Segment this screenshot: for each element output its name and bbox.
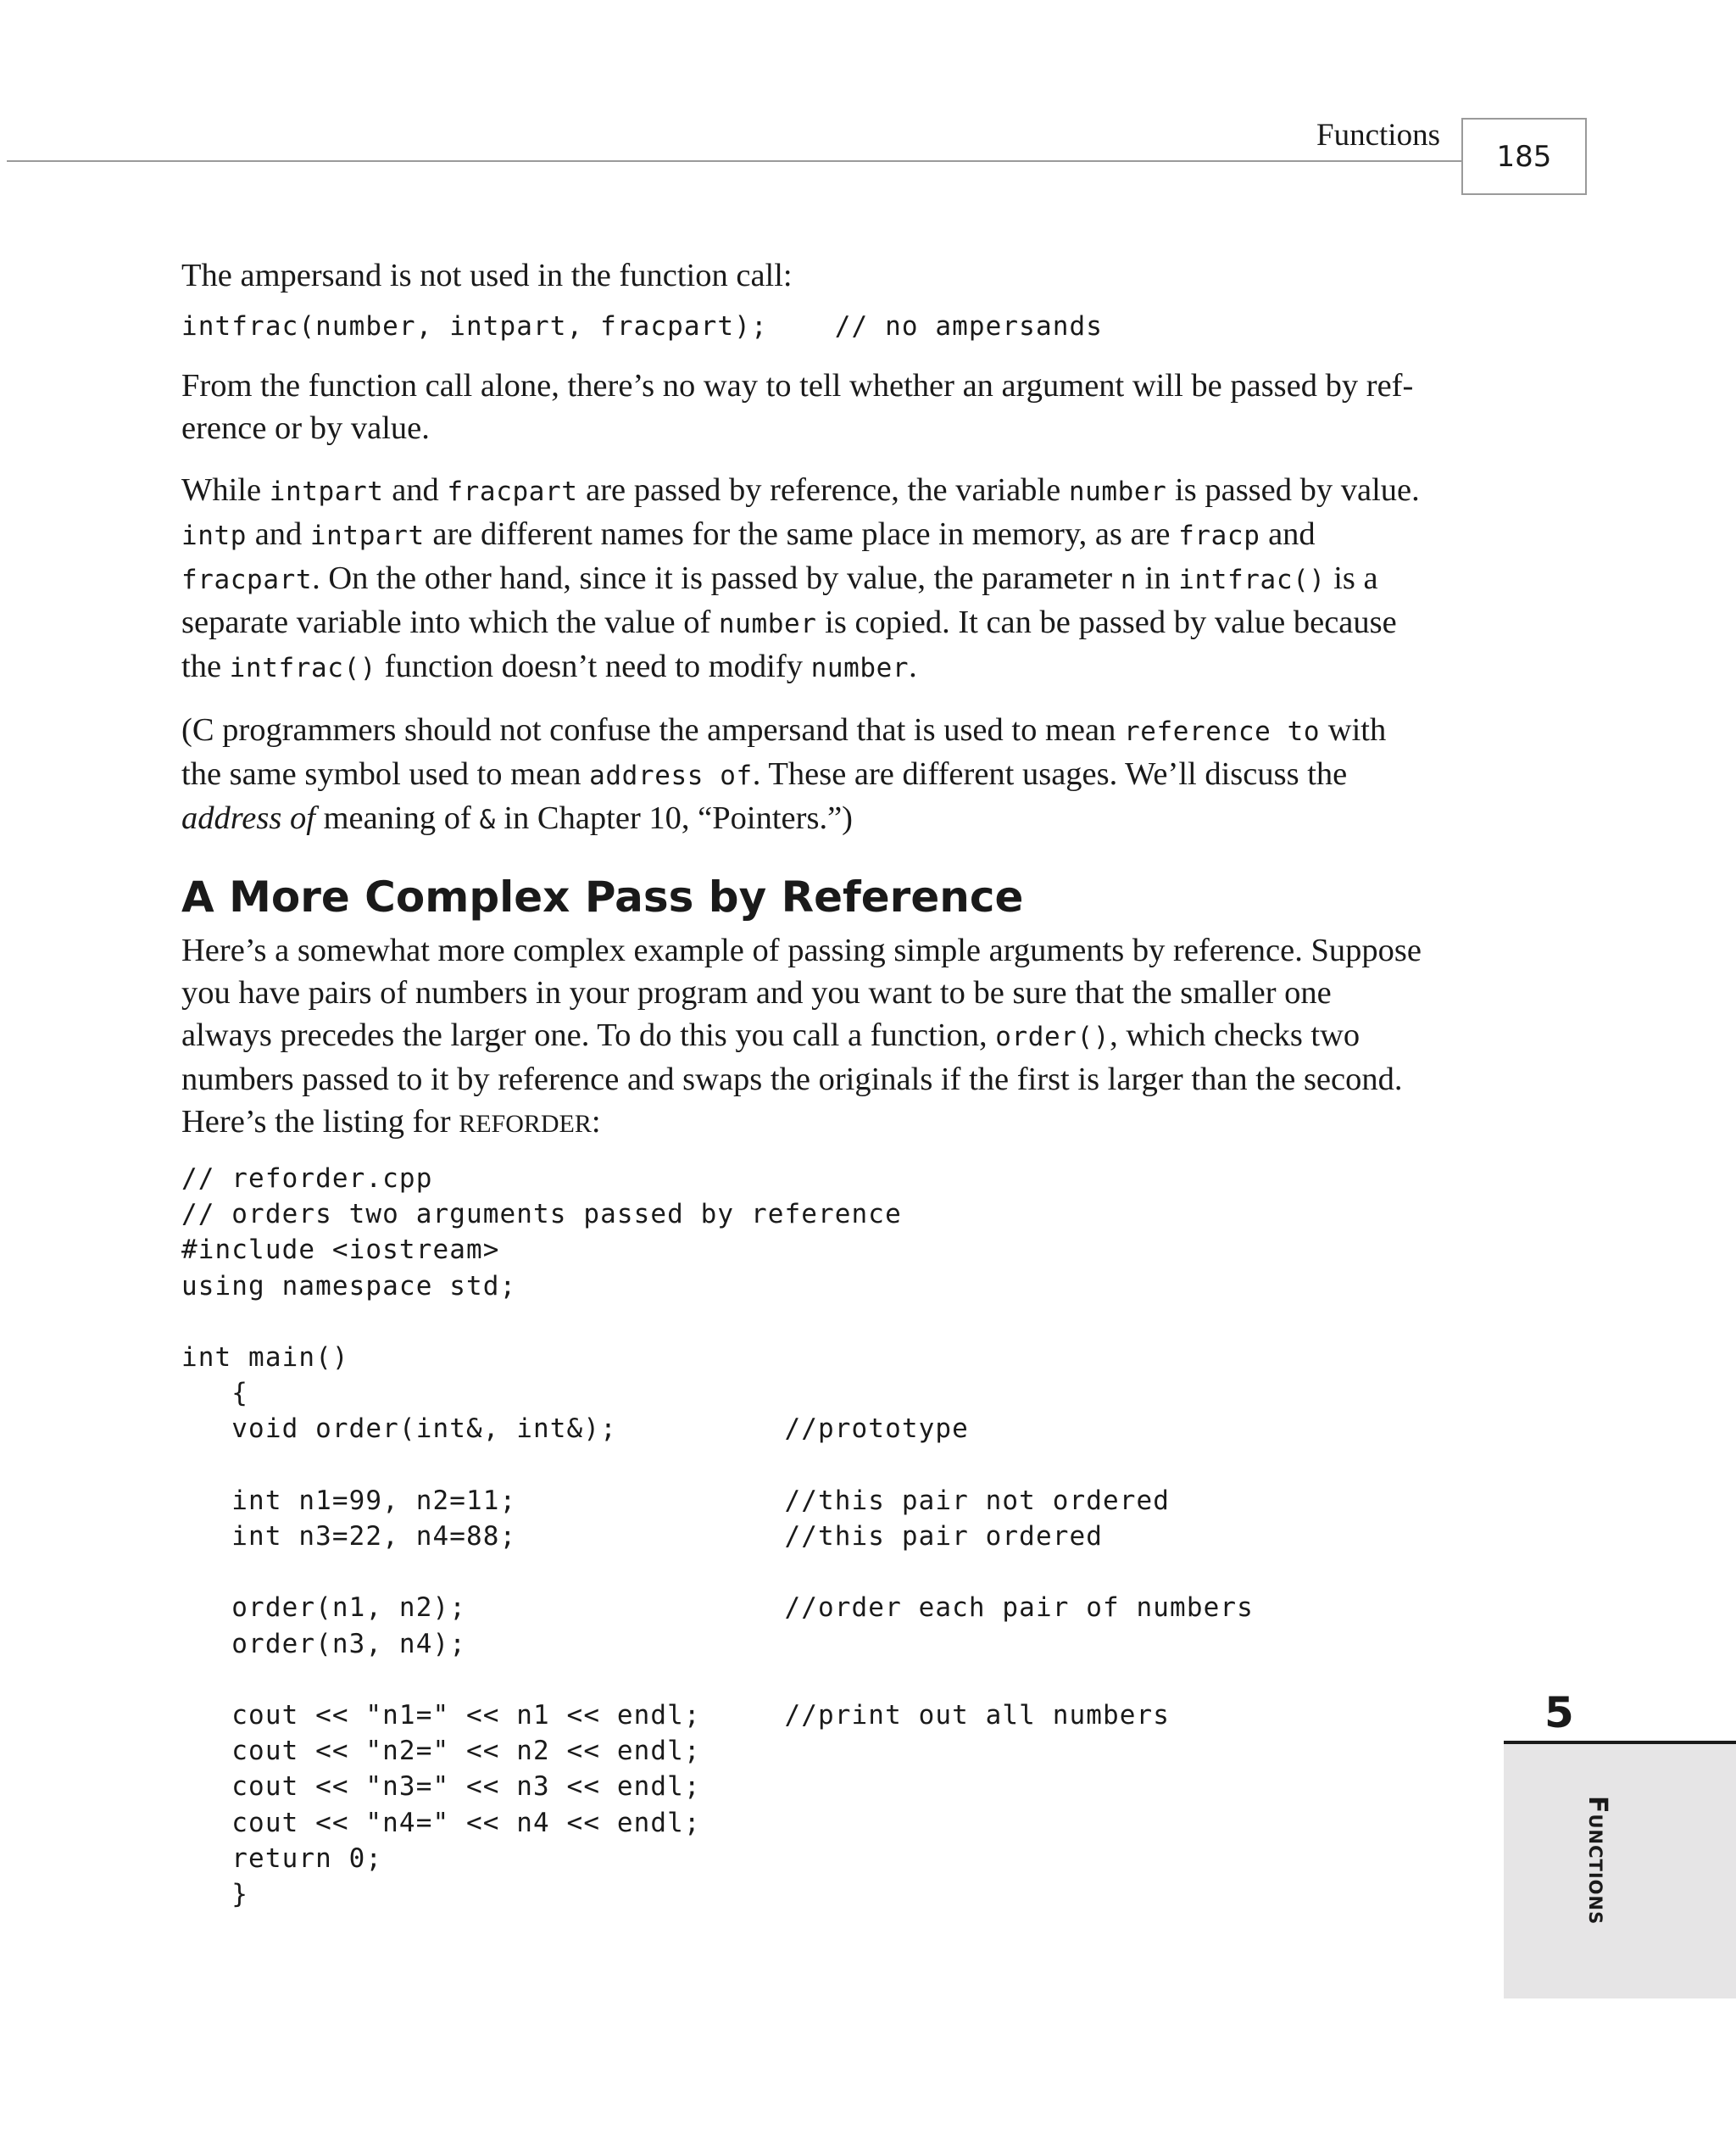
text: and <box>1260 516 1316 552</box>
inline-code: fracpart <box>447 477 578 507</box>
inline-code: intp <box>181 521 248 551</box>
text: you have pairs of numbers in your program and you want to be sure that the smaller one <box>181 975 1332 1011</box>
code-listing: // reforder.cpp // orders two arguments passed by reference #include <iostream> using namespace std; int main() { void order(int&, int&); //prototype int n1=99, n2=11; //this pair not ordered int n3=22, n4=88; //this pair ordered order(n1, n2); //order each pair of numbers order(n3, n4); cout << "n1=" << n1 << endl; //print out all numbers cout << "n2=" << n2 << endl; cout << "n3=" << n3 << endl; cout << "n4=" << n4 << endl; return 0; } <box>181 1163 1254 1910</box>
text: . These are different usages. We’ll discuss the <box>752 756 1348 792</box>
inline-code: number <box>1068 477 1167 507</box>
text: (C programmers should not confuse the ampersand that is used to mean <box>181 712 1124 748</box>
program-name: REFORDER <box>459 1110 592 1138</box>
inline-code: n <box>1120 565 1138 595</box>
call-paragraph-line1: From the function call alone, there’s no way to tell whether an argument will be passed by ref- <box>181 368 1414 404</box>
inline-code: intfrac() <box>1178 565 1326 595</box>
thumb-tab <box>1504 1744 1736 1998</box>
text: and <box>247 516 310 552</box>
inline-code: intpart <box>309 521 425 551</box>
page-number-text: 185 <box>1496 139 1552 174</box>
inline-code: order() <box>995 1022 1110 1052</box>
text: . <box>909 649 917 684</box>
running-title: Functions <box>1316 118 1440 153</box>
text: with <box>1320 712 1387 748</box>
call-paragraph-line2: erence or by value. <box>181 410 430 446</box>
inline-code: address of <box>589 761 753 791</box>
text: is passed by value. <box>1166 472 1420 508</box>
chapter-number: 5 <box>1544 1688 1574 1737</box>
call-paragraph <box>181 365 1453 449</box>
text: : <box>591 1104 601 1140</box>
c-programmers-paragraph <box>181 709 1453 841</box>
text: in <box>1137 560 1179 596</box>
inline-code: number <box>718 609 817 639</box>
text: the same symbol used to mean <box>181 756 590 792</box>
inline-code: fracp <box>1178 521 1260 551</box>
inline-code: intfrac() <box>229 653 377 683</box>
inline-code: fracpart <box>181 565 313 595</box>
function-call-code: intfrac(number, intpart, fracpart); // no ampersands <box>181 311 1103 342</box>
section-heading: A More Complex Pass by Reference <box>181 872 1024 922</box>
page-body <box>181 254 1453 1912</box>
text: is a <box>1325 560 1378 596</box>
text: are passed by reference, the variable <box>577 472 1069 508</box>
page-number <box>1461 118 1587 195</box>
text: always precedes the larger one. To do this you call a function, <box>181 1017 996 1053</box>
intro-paragraph: The ampersand is not used in the function call: <box>181 258 793 293</box>
text: Here’s a somewhat more complex example of passing simple arguments by reference. Suppose <box>181 933 1422 968</box>
header-rule <box>7 160 1461 162</box>
text: Here’s the listing for <box>181 1104 459 1140</box>
text: While <box>181 472 270 508</box>
text: in Chapter 10, “Pointers.”) <box>495 800 853 836</box>
byref-paragraph <box>181 469 1453 689</box>
text: and <box>383 472 448 508</box>
inline-code: number <box>810 653 910 683</box>
text: the <box>181 649 230 684</box>
section-paragraph <box>181 929 1453 1145</box>
text: separate variable into which the value of <box>181 605 719 640</box>
text: . On the other hand, since it is passed by value, the parameter <box>312 560 1121 596</box>
italic-text: address of <box>181 800 315 836</box>
inline-code: intpart <box>269 477 384 507</box>
inline-code: & <box>479 805 496 835</box>
inline-code: reference to <box>1123 716 1321 747</box>
text: meaning of <box>314 800 480 836</box>
thumb-tab-label: Functions <box>1583 1796 1612 1926</box>
text: function doesn’t need to modify <box>376 649 811 684</box>
text: is copied. It can be passed by value because <box>816 605 1397 640</box>
text: numbers passed to it by reference and swaps the originals if the first is larger than the second. <box>181 1062 1403 1097</box>
text: , which checks two <box>1110 1017 1360 1053</box>
text: are different names for the same place in memory, as are <box>424 516 1179 552</box>
